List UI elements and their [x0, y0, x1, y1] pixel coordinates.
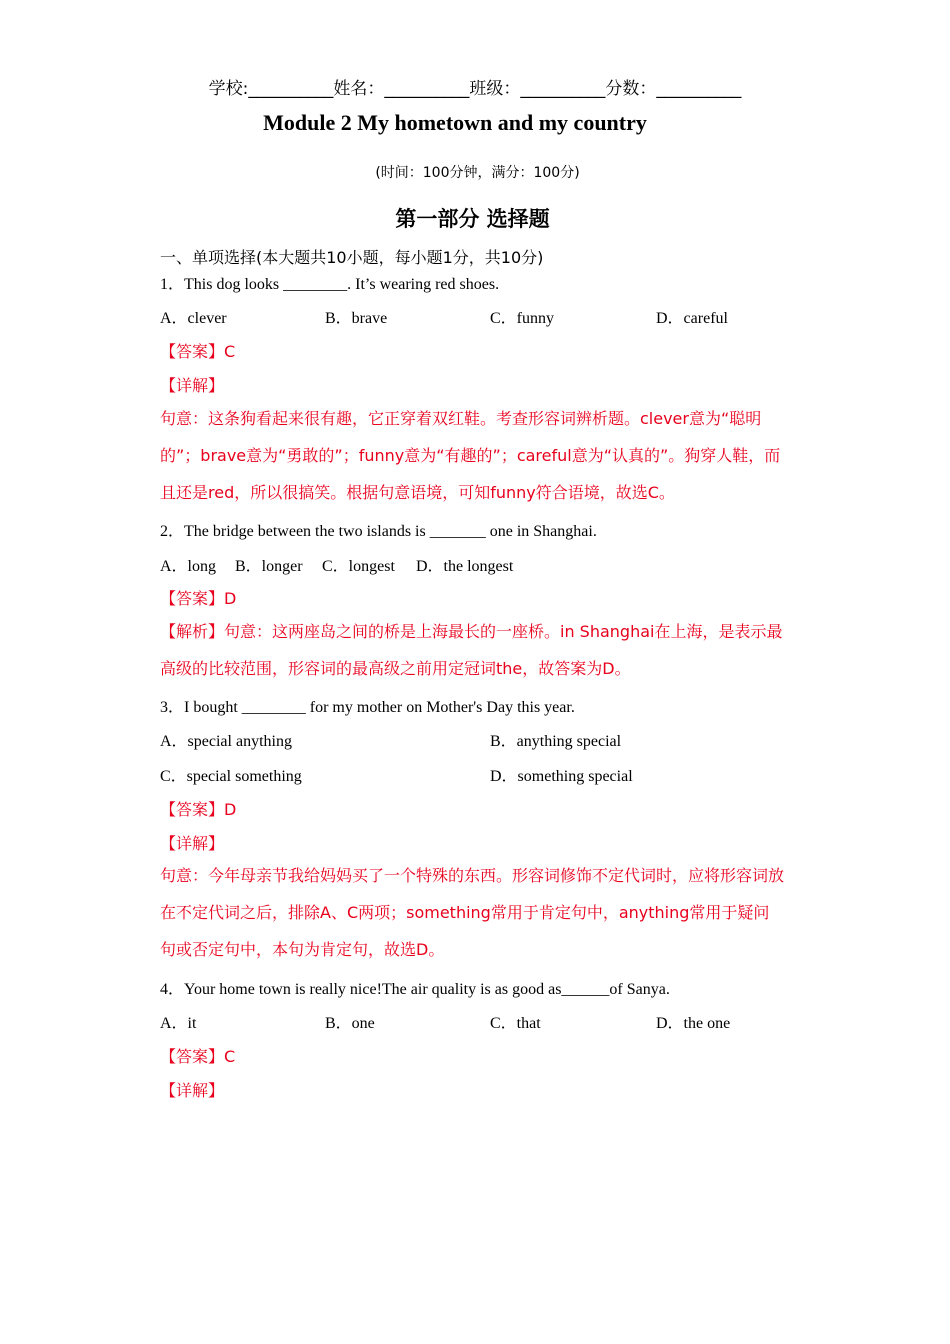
header-info-line: 学校:__________姓名：__________班级：__________分数：__________	[208, 79, 742, 99]
question-4-option-b: B．one	[325, 1015, 375, 1032]
question-2-explanation: 【解析】句意：这两座岛之间的桥是上海最长的一座桥。in Shanghai在上海，是表示最高级的比较范围，形容词的最高级之前用定冠词the，故答案为D。	[160, 622, 783, 678]
question-3-stem: 3．I bought ________ for my mother on Mother's Day this year.	[160, 699, 575, 716]
question-1-option-b: B．brave	[325, 310, 388, 327]
question-3-explanation: 句意：今年母亲节我给妈妈买了一个特殊的东西。形容词修饰不定代词时，应将形容词放在不定代词之后，排除A、C两项；something常用于肯定句中，anything常用于疑问句或否定句中，本句为肯定句，故选D。	[160, 866, 785, 959]
question-1-option-d: D．careful	[656, 310, 728, 327]
question-3-answer: 【答案】D	[160, 800, 237, 819]
question-4-detail-label: 【详解】	[160, 1081, 225, 1100]
question-3-detail-label: 【详解】	[160, 834, 225, 853]
section-heading: 一、单项选择(本大题共10小题，每小题1分，共10分)	[160, 248, 544, 267]
question-1-option-c: C．funny	[490, 310, 555, 327]
question-1-answer: 【答案】C	[160, 342, 236, 361]
document-title: Module 2 My hometown and my country	[263, 110, 647, 135]
question-4-stem: 4．Your home town is really nice!The air quality is as good as______of Sanya.	[160, 981, 670, 998]
question-1-stem: 1．This dog looks ________. It’s wearing red shoes.	[160, 276, 500, 293]
question-4-option-a: A．it	[160, 1015, 197, 1032]
question-4-option-c: C．that	[490, 1015, 541, 1032]
question-2-answer: 【答案】D	[160, 589, 237, 608]
time-info: (时间：100分钟，满分：100分)	[375, 165, 580, 181]
question-4-answer: 【答案】C	[160, 1047, 236, 1066]
question-1-option-a: A．clever	[160, 310, 227, 327]
question-2-option-d: D．the longest	[416, 558, 514, 575]
question-2-option-a: A．long	[160, 558, 217, 575]
part-title: 第一部分 选择题	[395, 207, 550, 231]
question-4-option-d: D．the one	[656, 1015, 731, 1032]
question-2-option-b: B．longer	[235, 558, 303, 575]
question-2-option-c: C．longest	[322, 558, 395, 575]
question-1-detail-label: 【详解】	[160, 376, 225, 395]
question-3-option-b: B．anything special	[490, 733, 622, 750]
question-3-option-d: D．something special	[490, 768, 633, 785]
question-3-option-a: A．special anything	[160, 733, 292, 750]
question-3-option-c: C．special something	[160, 768, 302, 785]
question-2-stem: 2．The bridge between the two islands is _______ one in Shanghai.	[160, 523, 597, 540]
question-1-explanation: 句意：这条狗看起来很有趣，它正穿着双红鞋。考查形容词辨析题。clever意为“聪明的”；brave意为“勇敢的”；funny意为“有趣的”；careful意为“认真的”。狗穿人鞋，而且还是red，所以很搞笑。根据句意语境，可知funny符合语境，故选C。	[160, 409, 781, 502]
